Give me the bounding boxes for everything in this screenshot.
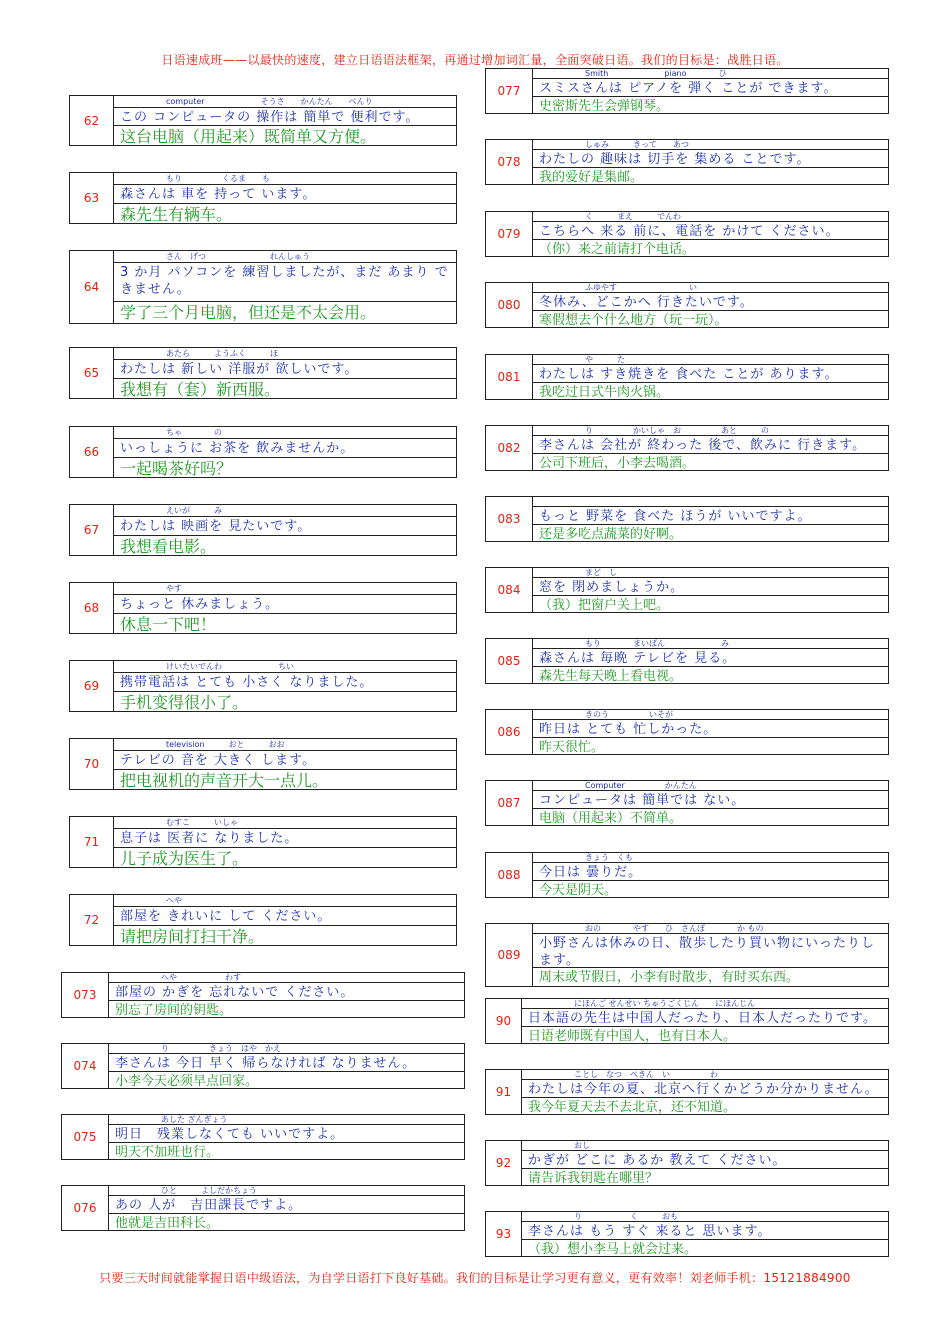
sentence-card — [485, 780, 889, 826]
japanese-sentence: 今日は 曇りだ。 — [533, 863, 888, 881]
chinese-translation: 我的爱好是集邮。 — [539, 170, 644, 184]
sentence-number: 075 — [62, 1115, 109, 1159]
japanese-sentence: 森さんは 車を 持って います。 — [114, 185, 456, 204]
chinese-translation: 我吃过日式牛肉火锅。 — [539, 385, 670, 399]
japanese-sentence: いっしょうに お茶を 飲みませんか。 — [114, 439, 456, 458]
sentence-number: 90 — [486, 999, 522, 1043]
furigana-line: あたら ようふく ほ — [114, 348, 456, 360]
furigana-line: り かいしゃ お あと の — [533, 426, 888, 436]
japanese-sentence: 息子は 医者に なりました。 — [114, 829, 456, 848]
chinese-translation: 这台电脑（用起来）既简单又方便。 — [120, 127, 377, 145]
sentence-card — [69, 816, 457, 868]
sentence-card — [485, 998, 889, 1044]
chinese-translation: 今天是阴天。 — [539, 883, 618, 897]
chinese-translation: 他就是吉田科长。 — [115, 1216, 220, 1230]
sentence-card — [485, 211, 889, 257]
furigana-line: しゅみ きって あつ — [533, 140, 888, 150]
sentence-body — [533, 781, 888, 825]
japanese-sentence: 小野さんは休みの日、散歩したり買い物にいったりします。 — [533, 934, 888, 968]
chinese-translation: 别忘了房间的钥匙。 — [115, 1003, 233, 1017]
japanese-sentence: 日本語の先生は中国人だったり、日本人だったりです。 — [522, 1009, 888, 1027]
chinese-translation: 公司下班后，小李去喝酒。 — [539, 456, 696, 470]
furigana-line: く まえ でんわ — [533, 212, 888, 222]
furigana-line — [533, 497, 888, 507]
sentence-body — [533, 69, 888, 113]
sentence-number: 65 — [70, 348, 114, 398]
sentence-body — [522, 1070, 888, 1114]
furigana-line: television おと おお — [114, 739, 456, 751]
japanese-sentence: 昨日は とても 忙しかった。 — [533, 720, 888, 738]
furigana-line: むすこ いしゃ — [114, 817, 456, 829]
sentence-number: 076 — [62, 1186, 109, 1230]
sentence-card — [485, 68, 889, 114]
furigana-line: さん げつ れんしゅう — [114, 251, 456, 263]
sentence-number: 93 — [486, 1212, 522, 1256]
sentence-number: 087 — [486, 781, 533, 825]
japanese-sentence: こちらへ 来る 前に、電話を かけて ください。 — [533, 222, 888, 240]
furigana-line: へや わす — [109, 973, 464, 983]
sentence-card — [485, 496, 889, 542]
sentence-card — [61, 1185, 465, 1231]
japanese-sentence: 携帯電話は とても 小さく なりました。 — [114, 673, 456, 692]
sentence-body — [533, 426, 888, 470]
chinese-translation: 森先生有辆车。 — [120, 205, 233, 223]
chinese-translation: 学了三个月电脑，但还是不太会用。 — [120, 303, 377, 322]
sentence-card — [485, 1211, 889, 1257]
japanese-sentence: コンピュータは 簡単では ない。 — [533, 791, 888, 809]
sentence-number: 92 — [486, 1141, 522, 1185]
sentence-number: 67 — [70, 505, 114, 555]
sentence-card — [69, 582, 457, 634]
sentence-card — [61, 1043, 465, 1089]
furigana-line: ちゃ の — [114, 427, 456, 439]
sentence-number: 074 — [62, 1044, 109, 1088]
chinese-translation: （你）来之前请打个电话。 — [539, 242, 696, 256]
furigana-line: Smith piano ひ — [533, 69, 888, 79]
sentence-body — [533, 924, 888, 986]
sentence-number: 079 — [486, 212, 533, 256]
furigana-line: もり くるま も — [114, 173, 456, 185]
sentence-number: 088 — [486, 853, 533, 897]
japanese-sentence: スミスさんは ピアノを 弾く ことが できます。 — [533, 79, 888, 97]
sentence-body — [533, 212, 888, 256]
chinese-translation: 小李今天必须早点回家。 — [115, 1074, 259, 1088]
sentence-card — [61, 1114, 465, 1160]
sentence-body — [114, 661, 456, 711]
japanese-sentence: わたしの 趣味は 切手を 集める ことです。 — [533, 150, 888, 168]
sentence-body — [533, 568, 888, 612]
sentence-body — [522, 1212, 888, 1256]
chinese-translation: 日语老师既有中国人，也有日本人。 — [528, 1029, 737, 1043]
furigana-line: や た — [533, 355, 888, 365]
sentence-card — [485, 139, 889, 185]
sentence-number: 089 — [486, 924, 533, 986]
sentence-number: 71 — [70, 817, 114, 867]
japanese-sentence: もっと 野菜を 食べた ほうが いいですよ。 — [533, 507, 888, 525]
sentence-card — [69, 426, 457, 478]
sentence-body — [109, 1186, 464, 1230]
sentence-card — [69, 347, 457, 399]
sentence-card — [485, 852, 889, 898]
sentence-card — [69, 250, 457, 324]
chinese-translation: 史密斯先生会弹钢琴。 — [539, 99, 670, 113]
furigana-line: り く おも — [522, 1212, 888, 1222]
chinese-translation: 还是多吃点蔬菜的好啊。 — [539, 527, 683, 541]
japanese-sentence: 李さんは 会社が 終わった 後で、飲みに 行きます。 — [533, 436, 888, 454]
japanese-sentence: 部屋の かぎを 忘れないで ください。 — [109, 983, 464, 1001]
furigana-line: おの やす ひ さんぽ か もの — [533, 924, 888, 934]
sentence-card — [485, 1140, 889, 1186]
sentence-number: 62 — [70, 96, 114, 145]
japanese-sentence: テレビの 音を 大きく します。 — [114, 751, 456, 770]
sentence-number: 64 — [70, 251, 114, 323]
japanese-sentence: わたしは すき焼きを 食べた ことが あります。 — [533, 365, 888, 383]
chinese-translation: 我今年夏天去不去北京，还不知道。 — [528, 1100, 737, 1114]
furigana-line: ふゆやす い — [533, 283, 888, 293]
sentence-body — [114, 583, 456, 633]
chinese-translation: 电脑（用起来）不简单。 — [539, 811, 683, 825]
furigana-line: Computer かんたん — [533, 781, 888, 791]
furigana-line: り きょう はや かえ — [109, 1044, 464, 1054]
chinese-translation: 手机变得很小了。 — [120, 693, 249, 711]
sentence-body — [109, 1044, 464, 1088]
sentence-body — [109, 1115, 464, 1159]
sentence-number: 083 — [486, 497, 533, 541]
furigana-line: きのう いそが — [533, 710, 888, 720]
japanese-sentence: わたしは今年の夏、北京へ行くかどうか分かりません。 — [522, 1080, 888, 1098]
furigana-line: computer そうさ かんたん べんり — [114, 96, 456, 108]
sentence-card — [69, 660, 457, 712]
sentence-card — [485, 638, 889, 684]
chinese-translation: 我想看电影。 — [120, 537, 217, 555]
sentence-number: 68 — [70, 583, 114, 633]
sentence-number: 080 — [486, 283, 533, 327]
furigana-line: ひと よしだかちょう — [109, 1186, 464, 1196]
chinese-translation: 一起喝茶好吗？ — [120, 459, 233, 477]
sentence-number: 086 — [486, 710, 533, 754]
chinese-translation: （我）想小李马上就会过来。 — [528, 1242, 698, 1256]
sentence-card — [485, 354, 889, 400]
furigana-line: にほんご せんせい ちゅうごくじん にほんじん — [522, 999, 888, 1009]
chinese-translation: 森先生每天晚上看电视。 — [539, 669, 683, 683]
furigana-line: きょう くも — [533, 853, 888, 863]
furigana-line: もり まいばん み — [533, 639, 888, 649]
sentence-card — [69, 738, 457, 790]
sentence-body — [114, 251, 456, 323]
japanese-sentence: 窓を 閉めましょうか。 — [533, 578, 888, 596]
sentence-number: 085 — [486, 639, 533, 683]
sentence-card — [69, 504, 457, 556]
sentence-number: 70 — [70, 739, 114, 789]
sentence-card — [485, 567, 889, 613]
chinese-translation: 周末或节假日，小李有时散步，有时买东西。 — [539, 970, 800, 985]
chinese-translation: 我想有（套）新西服。 — [120, 380, 281, 398]
sentence-body — [533, 497, 888, 541]
sentence-number: 073 — [62, 973, 109, 1017]
japanese-sentence: かぎが どこに あるか 教えて ください。 — [522, 1151, 888, 1169]
sentence-body — [114, 427, 456, 477]
japanese-sentence: わたしは 映画を 見たいです。 — [114, 517, 456, 536]
sentence-card — [69, 894, 457, 946]
chinese-translation: 儿子成为医生了。 — [120, 849, 249, 867]
footer-banner: 只要三天时间就能掌握日语中级语法，为自学日语打下良好基础。我们的目标是让学习更有意义，更有效率！刘老师手机：15121884900 — [99, 1271, 851, 1285]
chinese-translation: 明天不加班也行。 — [115, 1145, 220, 1159]
chinese-translation: 把电视机的声音开大一点儿。 — [120, 771, 329, 789]
chinese-translation: （我）把窗户关上吧。 — [539, 598, 670, 612]
japanese-sentence: 李さんは もう すぐ 来ると 思います。 — [522, 1222, 888, 1240]
chinese-translation: 请告诉我钥匙在哪里？ — [528, 1171, 659, 1185]
sentence-card — [485, 1069, 889, 1115]
sentence-body — [114, 505, 456, 555]
sentence-card — [69, 95, 457, 146]
sentence-number: 078 — [486, 140, 533, 184]
sentence-body — [522, 999, 888, 1043]
chinese-translation: 寒假想去个什么地方（玩一玩）。 — [539, 313, 728, 327]
sentence-card — [61, 972, 465, 1018]
japanese-sentence: わたしは 新しい 洋服が 欲しいです。 — [114, 360, 456, 379]
sentence-card — [69, 172, 457, 224]
sentence-body — [533, 853, 888, 897]
japanese-sentence: 3 か月 パソコンを 練習しましたが、まだ あまり できません。 — [114, 263, 456, 302]
sentence-card — [485, 425, 889, 471]
furigana-line: やす — [114, 583, 456, 595]
sentence-body — [114, 348, 456, 398]
sentence-number: 69 — [70, 661, 114, 711]
furigana-line: へや — [114, 895, 456, 907]
sentence-number: 084 — [486, 568, 533, 612]
sentence-body — [522, 1141, 888, 1185]
sentence-card — [485, 923, 889, 987]
furigana-line: えいが み — [114, 505, 456, 517]
furigana-line: おし — [522, 1141, 888, 1151]
chinese-translation: 休息一下吧！ — [120, 615, 217, 633]
header-banner: 日语速成班——以最快的速度，建立日语语法框架，再通过增加词汇量，全面突破日语。我们的目标是：战胜日语。 — [161, 53, 789, 67]
sentence-body — [533, 140, 888, 184]
sentence-number: 91 — [486, 1070, 522, 1114]
furigana-line: まど し — [533, 568, 888, 578]
japanese-sentence: 森さんは 毎晩 テレビを 見る。 — [533, 649, 888, 667]
sentence-body — [114, 817, 456, 867]
sentence-number: 081 — [486, 355, 533, 399]
furigana-line: ことし なつ ぺきん い わ — [522, 1070, 888, 1080]
chinese-translation: 昨天很忙。 — [539, 740, 605, 754]
japanese-sentence: 李さんは 今日 早く 帰らなければ なりません。 — [109, 1054, 464, 1072]
sentence-body — [533, 355, 888, 399]
sentence-number: 63 — [70, 173, 114, 223]
sentence-body — [533, 283, 888, 327]
sentence-body — [114, 895, 456, 945]
japanese-sentence: 明日 残業しなくても いいですよ。 — [109, 1125, 464, 1143]
japanese-sentence: あの 人が 吉田課長ですよ。 — [109, 1196, 464, 1214]
sentence-number: 082 — [486, 426, 533, 470]
sentence-number: 66 — [70, 427, 114, 477]
sentence-number: 077 — [486, 69, 533, 113]
furigana-line: あした ざんぎょう — [109, 1115, 464, 1125]
japanese-sentence: 部屋を きれいに して ください。 — [114, 907, 456, 926]
sentence-body — [109, 973, 464, 1017]
sentence-card — [485, 709, 889, 755]
sentence-body — [114, 173, 456, 223]
japanese-sentence: 冬休み、どこかへ 行きたいです。 — [533, 293, 888, 311]
sentence-card — [485, 282, 889, 328]
japanese-sentence: この コンピュータの 操作は 簡単で 便利です。 — [114, 108, 456, 126]
sentence-body — [114, 96, 456, 145]
furigana-line: けいたいでんわ ちい — [114, 661, 456, 673]
chinese-translation: 请把房间打扫干净。 — [120, 927, 265, 945]
sentence-body — [114, 739, 456, 789]
japanese-sentence: ちょっと 休みましょう。 — [114, 595, 456, 614]
sentence-body — [533, 710, 888, 754]
sentence-number: 72 — [70, 895, 114, 945]
sentence-body — [533, 639, 888, 683]
